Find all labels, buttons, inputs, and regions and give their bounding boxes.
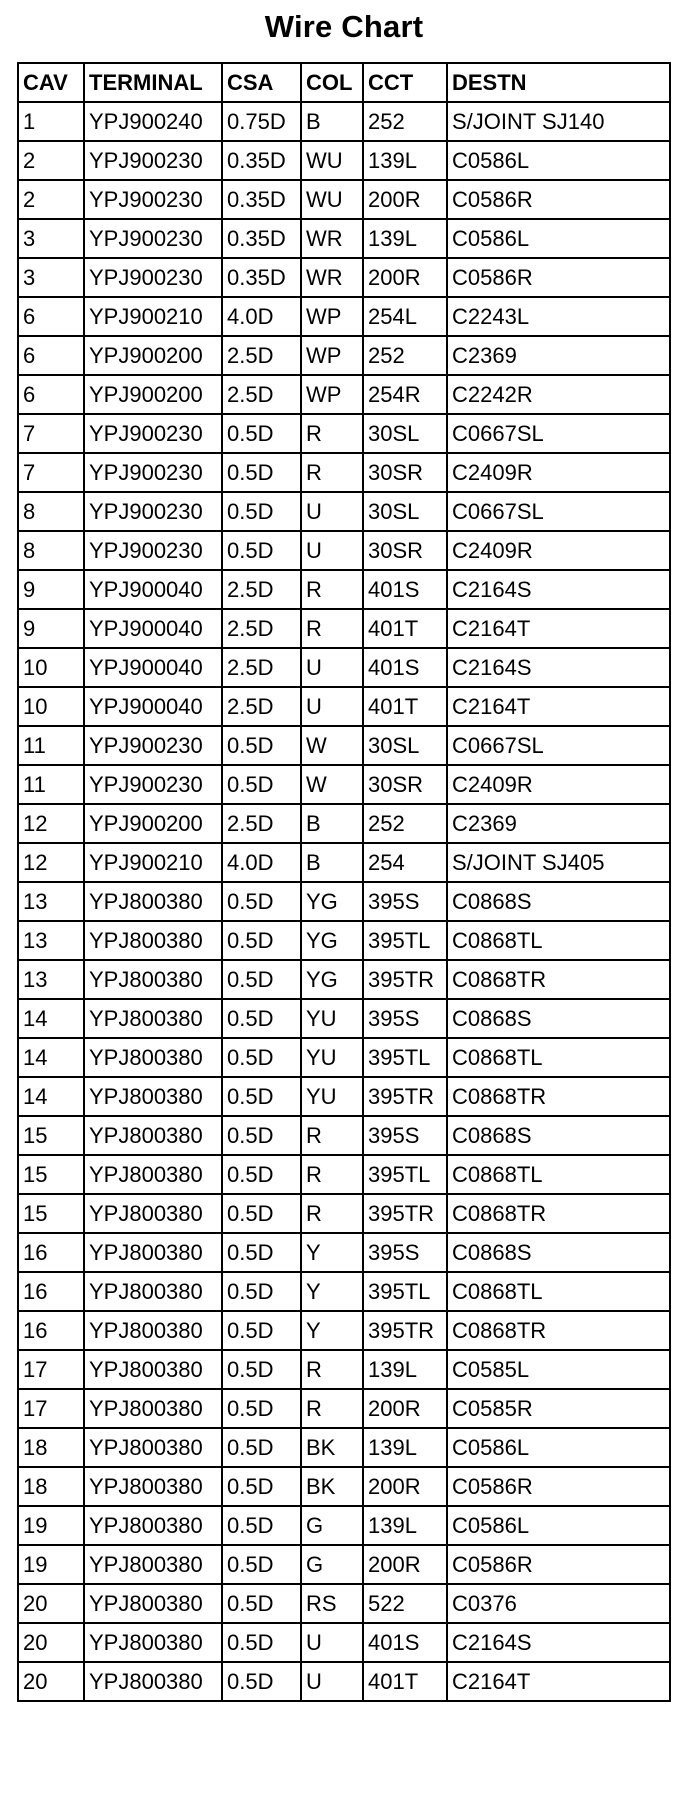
cell-cct: 395TL — [363, 921, 447, 960]
cell-cav: 7 — [18, 414, 84, 453]
table-row — [18, 492, 670, 531]
cell-destn: C2369 — [447, 336, 670, 375]
cell-destn: C0868TR — [447, 960, 670, 999]
cell-cav: 12 — [18, 843, 84, 882]
cell-col: YU — [301, 999, 363, 1038]
cell-terminal: YPJ900230 — [84, 453, 222, 492]
cell-terminal: YPJ900230 — [84, 414, 222, 453]
cell-terminal: YPJ800380 — [84, 1155, 222, 1194]
cell-col: R — [301, 609, 363, 648]
cell-cct: 395S — [363, 1233, 447, 1272]
cell-csa: 2.5D — [222, 375, 301, 414]
cell-destn: C0586R — [447, 258, 670, 297]
cell-col: BK — [301, 1467, 363, 1506]
cell-col: R — [301, 1350, 363, 1389]
cell-destn: C0868TL — [447, 1038, 670, 1077]
cell-col: U — [301, 492, 363, 531]
cell-cav: 6 — [18, 375, 84, 414]
cell-cct: 139L — [363, 219, 447, 258]
cell-col: U — [301, 1623, 363, 1662]
table-row — [18, 1506, 670, 1545]
cell-terminal: YPJ900230 — [84, 531, 222, 570]
cell-destn: C2164S — [447, 1623, 670, 1662]
cell-cav: 18 — [18, 1467, 84, 1506]
cell-cct: 401T — [363, 1662, 447, 1701]
cell-csa: 0.5D — [222, 1662, 301, 1701]
cell-cav: 2 — [18, 180, 84, 219]
table-row — [18, 570, 670, 609]
cell-csa: 0.5D — [222, 1545, 301, 1584]
cell-cct: 401T — [363, 687, 447, 726]
cell-csa: 0.5D — [222, 960, 301, 999]
cell-cct: 395TR — [363, 960, 447, 999]
cell-csa: 0.5D — [222, 1155, 301, 1194]
cell-col: U — [301, 648, 363, 687]
cell-cav: 2 — [18, 141, 84, 180]
cell-cav: 15 — [18, 1155, 84, 1194]
cell-cav: 14 — [18, 999, 84, 1038]
cell-terminal: YPJ900200 — [84, 336, 222, 375]
cell-destn: C2243L — [447, 297, 670, 336]
table-body — [18, 102, 670, 1701]
cell-destn: C0667SL — [447, 726, 670, 765]
cell-col: G — [301, 1545, 363, 1584]
cell-terminal: YPJ800380 — [84, 1233, 222, 1272]
cell-col: YG — [301, 921, 363, 960]
cell-terminal: YPJ900040 — [84, 687, 222, 726]
cell-cav: 17 — [18, 1389, 84, 1428]
table-row — [18, 102, 670, 141]
cell-destn: C0868TL — [447, 921, 670, 960]
cell-col: W — [301, 765, 363, 804]
cell-destn: C2369 — [447, 804, 670, 843]
cell-destn: C0586L — [447, 141, 670, 180]
table-row — [18, 453, 670, 492]
cell-csa: 4.0D — [222, 843, 301, 882]
cell-csa: 0.5D — [222, 765, 301, 804]
cell-col: YG — [301, 882, 363, 921]
cell-cav: 20 — [18, 1662, 84, 1701]
table-row — [18, 1584, 670, 1623]
cell-cct: 30SL — [363, 414, 447, 453]
cell-cav: 18 — [18, 1428, 84, 1467]
cell-col: R — [301, 453, 363, 492]
cell-csa: 0.5D — [222, 531, 301, 570]
column-header-destn: DESTN — [447, 63, 670, 102]
cell-col: B — [301, 102, 363, 141]
cell-cct: 401S — [363, 1623, 447, 1662]
cell-cct: 395TL — [363, 1272, 447, 1311]
cell-cct: 139L — [363, 1506, 447, 1545]
cell-terminal: YPJ900230 — [84, 492, 222, 531]
cell-col: WR — [301, 258, 363, 297]
table-row — [18, 1623, 670, 1662]
table-row — [18, 648, 670, 687]
cell-cav: 11 — [18, 726, 84, 765]
cell-cav: 15 — [18, 1194, 84, 1233]
cell-terminal: YPJ900230 — [84, 258, 222, 297]
cell-destn: C0586L — [447, 1428, 670, 1467]
cell-cct: 139L — [363, 141, 447, 180]
cell-destn: C2242R — [447, 375, 670, 414]
cell-cct: 395TR — [363, 1077, 447, 1116]
cell-csa: 0.5D — [222, 1311, 301, 1350]
column-header-col: COL — [301, 63, 363, 102]
cell-cct: 395TL — [363, 1038, 447, 1077]
cell-cav: 3 — [18, 258, 84, 297]
table-row — [18, 960, 670, 999]
cell-cct: 200R — [363, 1389, 447, 1428]
cell-destn: C2409R — [447, 453, 670, 492]
table-row — [18, 1233, 670, 1272]
cell-destn: C0586R — [447, 1545, 670, 1584]
cell-terminal: YPJ900210 — [84, 843, 222, 882]
cell-csa: 0.5D — [222, 1077, 301, 1116]
cell-destn: C2164T — [447, 1662, 670, 1701]
table-row — [18, 219, 670, 258]
cell-destn: C0586R — [447, 1467, 670, 1506]
table-row — [18, 531, 670, 570]
cell-cav: 13 — [18, 921, 84, 960]
table-row — [18, 1038, 670, 1077]
cell-terminal: YPJ900040 — [84, 570, 222, 609]
cell-col: B — [301, 804, 363, 843]
cell-cav: 6 — [18, 336, 84, 375]
cell-destn: C0868TR — [447, 1077, 670, 1116]
cell-csa: 0.5D — [222, 921, 301, 960]
cell-terminal: YPJ800380 — [84, 1506, 222, 1545]
cell-destn: C2164T — [447, 687, 670, 726]
cell-cct: 401S — [363, 570, 447, 609]
table-row — [18, 1662, 670, 1701]
cell-csa: 2.5D — [222, 570, 301, 609]
cell-cav: 20 — [18, 1623, 84, 1662]
cell-csa: 0.5D — [222, 1233, 301, 1272]
cell-csa: 0.5D — [222, 882, 301, 921]
cell-terminal: YPJ900200 — [84, 804, 222, 843]
cell-cct: 395TL — [363, 1155, 447, 1194]
cell-cav: 14 — [18, 1077, 84, 1116]
cell-col: B — [301, 843, 363, 882]
table-row — [18, 180, 670, 219]
table-row — [18, 258, 670, 297]
cell-destn: C2409R — [447, 765, 670, 804]
cell-cct: 395TR — [363, 1194, 447, 1233]
cell-terminal: YPJ900200 — [84, 375, 222, 414]
cell-cct: 254R — [363, 375, 447, 414]
cell-terminal: YPJ900040 — [84, 648, 222, 687]
cell-terminal: YPJ800380 — [84, 1389, 222, 1428]
cell-cav: 11 — [18, 765, 84, 804]
cell-cct: 30SR — [363, 765, 447, 804]
cell-col: R — [301, 1155, 363, 1194]
cell-cav: 1 — [18, 102, 84, 141]
cell-csa: 0.5D — [222, 1116, 301, 1155]
cell-col: WP — [301, 336, 363, 375]
cell-destn: C0667SL — [447, 414, 670, 453]
cell-cct: 200R — [363, 258, 447, 297]
cell-terminal: YPJ800380 — [84, 1311, 222, 1350]
table-row — [18, 609, 670, 648]
cell-cct: 30SL — [363, 726, 447, 765]
cell-col: YU — [301, 1077, 363, 1116]
table-row — [18, 414, 670, 453]
cell-destn: C0585R — [447, 1389, 670, 1428]
cell-cav: 16 — [18, 1311, 84, 1350]
cell-csa: 0.35D — [222, 219, 301, 258]
cell-cct: 30SR — [363, 453, 447, 492]
column-header-cct: CCT — [363, 63, 447, 102]
cell-destn: C2164T — [447, 609, 670, 648]
cell-csa: 0.75D — [222, 102, 301, 141]
cell-cav: 6 — [18, 297, 84, 336]
cell-destn: C2409R — [447, 531, 670, 570]
cell-cav: 12 — [18, 804, 84, 843]
cell-cct: 200R — [363, 1467, 447, 1506]
cell-terminal: YPJ800380 — [84, 960, 222, 999]
table-row — [18, 1116, 670, 1155]
cell-cav: 13 — [18, 882, 84, 921]
cell-csa: 0.5D — [222, 1038, 301, 1077]
cell-csa: 2.5D — [222, 609, 301, 648]
table-row — [18, 843, 670, 882]
table-row — [18, 1272, 670, 1311]
cell-destn: C0868S — [447, 1233, 670, 1272]
table-row — [18, 1350, 670, 1389]
cell-terminal: YPJ900210 — [84, 297, 222, 336]
cell-terminal: YPJ900230 — [84, 726, 222, 765]
cell-csa: 2.5D — [222, 648, 301, 687]
cell-cct: 30SR — [363, 531, 447, 570]
cell-csa: 0.35D — [222, 180, 301, 219]
cell-terminal: YPJ800380 — [84, 1662, 222, 1701]
cell-cct: 522 — [363, 1584, 447, 1623]
page-title: Wire Chart — [264, 9, 424, 44]
cell-col: R — [301, 414, 363, 453]
cell-terminal: YPJ800380 — [84, 1038, 222, 1077]
cell-col: Y — [301, 1311, 363, 1350]
table-row — [18, 999, 670, 1038]
cell-cav: 9 — [18, 609, 84, 648]
cell-destn: C0868TR — [447, 1311, 670, 1350]
cell-cct: 395S — [363, 882, 447, 921]
cell-cav: 19 — [18, 1545, 84, 1584]
cell-destn: C0868S — [447, 1116, 670, 1155]
cell-cct: 395S — [363, 1116, 447, 1155]
cell-cav: 7 — [18, 453, 84, 492]
cell-cav: 16 — [18, 1272, 84, 1311]
cell-terminal: YPJ800380 — [84, 1194, 222, 1233]
cell-destn: C0667SL — [447, 492, 670, 531]
table-row — [18, 765, 670, 804]
cell-destn: C0585L — [447, 1350, 670, 1389]
cell-col: R — [301, 1389, 363, 1428]
cell-csa: 0.5D — [222, 1506, 301, 1545]
cell-destn: S/JOINT SJ140 — [447, 102, 670, 141]
cell-csa: 0.5D — [222, 1389, 301, 1428]
cell-destn: C0868TR — [447, 1194, 670, 1233]
table-row — [18, 687, 670, 726]
cell-col: YU — [301, 1038, 363, 1077]
cell-col: G — [301, 1506, 363, 1545]
cell-terminal: YPJ800380 — [84, 1584, 222, 1623]
cell-csa: 0.35D — [222, 258, 301, 297]
cell-col: U — [301, 687, 363, 726]
cell-terminal: YPJ900040 — [84, 609, 222, 648]
cell-cct: 139L — [363, 1428, 447, 1467]
wire-chart-table — [17, 62, 671, 1702]
cell-cct: 252 — [363, 804, 447, 843]
cell-terminal: YPJ900230 — [84, 141, 222, 180]
cell-col: R — [301, 1116, 363, 1155]
cell-terminal: YPJ800380 — [84, 882, 222, 921]
cell-terminal: YPJ800380 — [84, 1350, 222, 1389]
table-row — [18, 297, 670, 336]
cell-col: U — [301, 531, 363, 570]
cell-col: WR — [301, 219, 363, 258]
cell-cav: 16 — [18, 1233, 84, 1272]
cell-cav: 13 — [18, 960, 84, 999]
table-row — [18, 804, 670, 843]
cell-destn: C2164S — [447, 570, 670, 609]
cell-destn: C0586L — [447, 219, 670, 258]
cell-terminal: YPJ900230 — [84, 180, 222, 219]
cell-col: WP — [301, 297, 363, 336]
cell-terminal: YPJ800380 — [84, 1272, 222, 1311]
table-row — [18, 1428, 670, 1467]
cell-csa: 0.5D — [222, 1194, 301, 1233]
cell-cct: 139L — [363, 1350, 447, 1389]
column-header-csa: CSA — [222, 63, 301, 102]
cell-csa: 0.5D — [222, 726, 301, 765]
table-header-row — [18, 63, 670, 102]
cell-terminal: YPJ800380 — [84, 1116, 222, 1155]
cell-cav: 19 — [18, 1506, 84, 1545]
cell-col: WU — [301, 180, 363, 219]
cell-col: R — [301, 570, 363, 609]
cell-col: W — [301, 726, 363, 765]
cell-cav: 9 — [18, 570, 84, 609]
cell-cav: 20 — [18, 1584, 84, 1623]
table-row — [18, 141, 670, 180]
cell-col: Y — [301, 1233, 363, 1272]
cell-csa: 2.5D — [222, 804, 301, 843]
cell-destn: C0868S — [447, 999, 670, 1038]
table-row — [18, 921, 670, 960]
cell-destn: C0868TL — [447, 1155, 670, 1194]
cell-csa: 4.0D — [222, 297, 301, 336]
cell-destn: C0868TL — [447, 1272, 670, 1311]
cell-cct: 395S — [363, 999, 447, 1038]
cell-col: Y — [301, 1272, 363, 1311]
cell-terminal: YPJ800380 — [84, 1467, 222, 1506]
cell-col: U — [301, 1662, 363, 1701]
table-row — [18, 336, 670, 375]
cell-terminal: YPJ900240 — [84, 102, 222, 141]
cell-col: RS — [301, 1584, 363, 1623]
cell-col: WP — [301, 375, 363, 414]
cell-destn: C2164S — [447, 648, 670, 687]
cell-destn: C0586L — [447, 1506, 670, 1545]
cell-csa: 0.5D — [222, 453, 301, 492]
table-row — [18, 375, 670, 414]
cell-cav: 3 — [18, 219, 84, 258]
table-row — [18, 882, 670, 921]
cell-csa: 2.5D — [222, 687, 301, 726]
cell-cav: 15 — [18, 1116, 84, 1155]
cell-csa: 0.5D — [222, 1272, 301, 1311]
cell-terminal: YPJ900230 — [84, 765, 222, 804]
table-row — [18, 1545, 670, 1584]
cell-cav: 8 — [18, 531, 84, 570]
cell-cav: 10 — [18, 687, 84, 726]
cell-cav: 17 — [18, 1350, 84, 1389]
cell-cav: 10 — [18, 648, 84, 687]
table-row — [18, 1155, 670, 1194]
table-row — [18, 1311, 670, 1350]
cell-terminal: YPJ800380 — [84, 1077, 222, 1116]
cell-destn: S/JOINT SJ405 — [447, 843, 670, 882]
cell-col: R — [301, 1194, 363, 1233]
cell-csa: 0.5D — [222, 1623, 301, 1662]
cell-cct: 254L — [363, 297, 447, 336]
cell-cct: 395TR — [363, 1311, 447, 1350]
cell-cct: 200R — [363, 180, 447, 219]
cell-terminal: YPJ800380 — [84, 1428, 222, 1467]
table-row — [18, 1077, 670, 1116]
cell-cct: 401T — [363, 609, 447, 648]
table-row — [18, 1194, 670, 1233]
cell-cav: 8 — [18, 492, 84, 531]
column-header-cav: CAV — [18, 63, 84, 102]
cell-csa: 0.5D — [222, 414, 301, 453]
cell-csa: 0.35D — [222, 141, 301, 180]
cell-col: WU — [301, 141, 363, 180]
cell-terminal: YPJ800380 — [84, 999, 222, 1038]
cell-csa: 0.5D — [222, 999, 301, 1038]
table-row — [18, 1389, 670, 1428]
cell-terminal: YPJ800380 — [84, 1545, 222, 1584]
cell-cct: 401S — [363, 648, 447, 687]
cell-cct: 30SL — [363, 492, 447, 531]
table-row — [18, 1467, 670, 1506]
cell-cct: 200R — [363, 1545, 447, 1584]
cell-cav: 14 — [18, 1038, 84, 1077]
cell-cct: 252 — [363, 336, 447, 375]
cell-col: BK — [301, 1428, 363, 1467]
cell-terminal: YPJ800380 — [84, 921, 222, 960]
cell-csa: 0.5D — [222, 1467, 301, 1506]
column-header-terminal: TERMINAL — [84, 63, 222, 102]
cell-cct: 254 — [363, 843, 447, 882]
cell-terminal: YPJ800380 — [84, 1623, 222, 1662]
cell-csa: 0.5D — [222, 1584, 301, 1623]
table-row — [18, 726, 670, 765]
cell-csa: 2.5D — [222, 336, 301, 375]
cell-csa: 0.5D — [222, 1428, 301, 1467]
cell-csa: 0.5D — [222, 1350, 301, 1389]
cell-csa: 0.5D — [222, 492, 301, 531]
cell-col: YG — [301, 960, 363, 999]
cell-destn: C0376 — [447, 1584, 670, 1623]
cell-terminal: YPJ900230 — [84, 219, 222, 258]
cell-destn: C0586R — [447, 180, 670, 219]
cell-destn: C0868S — [447, 882, 670, 921]
cell-cct: 252 — [363, 102, 447, 141]
